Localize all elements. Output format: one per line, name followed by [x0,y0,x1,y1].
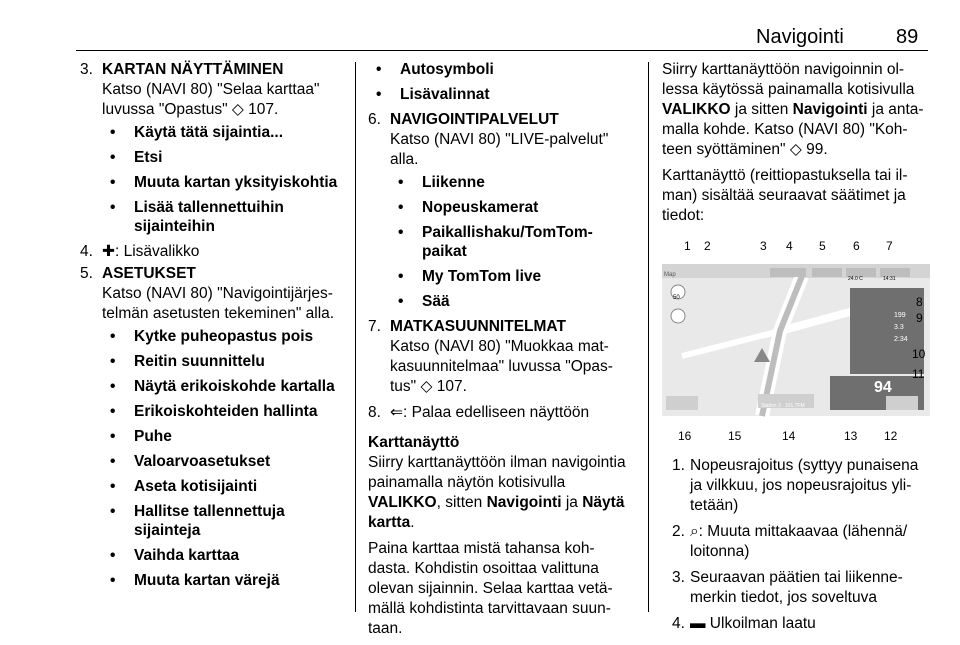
column-3 [662,60,928,640]
list-item [80,242,348,262]
list-item [80,60,348,236]
temperature-label: 24.0 C [848,276,863,282]
item-description: Katso (NAVI 80) "Selaa karttaa" luvussa "Opastus" ◇ 107. [102,81,320,118]
section-paragraph [368,453,634,533]
item-number: 3. [672,569,685,586]
column-divider [648,62,649,612]
item-number: 5. [80,265,93,282]
section-heading: Karttanäyttö [368,434,460,451]
text-run: Siirry karttanäyttöön ilman navigointia painamalla näytön kotisivulla [368,454,626,491]
item-heading: MATKASUUNNITELMAT [390,318,566,335]
list-item [662,614,928,634]
bullet-item: • Lisävalinnat [368,85,634,104]
item-number: 3. [80,61,93,78]
item-text: ⌕: Muuta mittakaavaa (lähennä/ loitonna) [690,523,908,560]
bullet-list [368,60,634,104]
map-label: Map [664,272,676,278]
list-item [662,522,928,562]
next-turn-distance: 94 [874,379,892,396]
bullet-item: • Käytä tätä sijaintia... [102,123,348,142]
item-description: Katso (NAVI 80) "LIVE-palvelut" alla. [390,131,609,168]
bullet-item: • Vaihda karttaa [102,546,348,565]
callout-number: 15 [728,429,742,443]
page-title: Navigointi [756,26,844,48]
bullet-list [102,327,348,590]
bullet-item: • Lisää tallennettuihin sijainteihin [102,198,348,236]
list-item [80,264,348,590]
bullet-list [102,123,348,236]
bottom-left-button [666,396,698,410]
column-divider [355,62,356,612]
item-text: Seuraavan päätien tai liikenne-merkin tiedot, jos soveltuva [690,569,903,606]
column-1 [80,60,348,596]
bullet-item: • Näytä erikoiskohde kartalla [102,377,348,396]
callout-number: 16 [678,429,692,443]
paragraph: Karttanäyttö (reittiopastuksella tai il-man) sisältää seuraavat säätimet ja tiedot: [662,167,908,224]
text-run: , sitten [436,494,483,511]
header-rule [76,50,928,51]
callout-number: 4 [786,239,793,253]
callout-number: 14 [782,429,796,443]
page-header [0,0,960,50]
bullet-item: • Kytke puheopastus pois [102,327,348,346]
speed-label: 50 [673,295,680,301]
item-number: 4. [672,615,685,632]
item-number: 7. [368,318,381,335]
list-item [662,568,928,608]
bullet-item: • Sää [390,292,634,311]
bold-run: Navigointi [792,101,868,118]
text-run: ja anta-malla kohde. Katso (NAVI 80) "Koh-teen syöttäminen" ◇ 99. [662,101,924,158]
item-description: ✚: Lisävalikko [102,243,200,260]
list-item [368,403,634,423]
list-item [662,456,928,516]
callout-number: 10 [912,347,926,361]
callout-number: 13 [844,429,858,443]
zoom-icon [671,309,685,323]
callout-number: 1 [684,239,691,253]
item-description: Katso (NAVI 80) "Navigointijärjes-telmän asetusten tekeminen" alla. [102,285,335,322]
callout-number: 5 [819,239,826,253]
distance-label: 199 [894,312,906,319]
item-number: 2. [672,523,685,540]
phone-indicator [812,268,842,277]
item-number: 8. [368,404,381,421]
item-description: Katso (NAVI 80) "Muokkaa mat-kasuunnitelmaa" luvussa "Opas-tus" ◇ 107. [390,338,613,395]
callout-number: 9 [916,311,923,325]
item-heading: ASETUKSET [102,265,196,282]
item-text: Nopeusrajoitus (syttyy punaisena ja vilkkuu, jos nopeusrajoitus yli-tetään) [690,457,919,514]
paragraph [662,60,928,160]
bullet-item: • Muuta kartan yksityiskohtia [102,173,348,192]
column-2 [368,60,634,645]
text-run: ja [565,494,578,511]
item-description: ⇐: Palaa edelliseen näyttöön [390,404,590,421]
bullet-item: • Muuta kartan värejä [102,571,348,590]
callout-number: 6 [853,239,860,253]
bullet-item: • Paikallishaku/TomTom-paikat [390,223,634,261]
text-run: Siirry karttanäyttöön navigoinnin ol-lessa käytössä painamalla kotisivulla [662,61,915,98]
bullet-item: • Valoarvoasetukset [102,452,348,471]
item-heading: KARTAN NÄYTTÄMINEN [102,61,284,78]
time-label: 2:34 [894,336,908,343]
bottom-right-button [886,396,918,410]
legend-list [662,456,928,634]
bold-run: Navigointi [486,494,562,511]
bullet-item: • Aseta kotisijainti [102,477,348,496]
list-item [368,110,634,311]
clock-label: 14:31 [883,276,896,282]
bullet-item: • My TomTom live [390,267,634,286]
radio-station-label: Station 3 ∙ 101.7FM [761,403,805,409]
paragraph: Paina karttaa mistä tahansa koh-dasta. Kohdistin osoittaa valittuna olevan sijainnin. Selaa karttaa vetä-mällä kohdistinta tarvittavaan suun-taan. [368,540,613,637]
text-run: . [410,514,415,531]
bullet-item: • Liikenne [390,173,634,192]
bullet-item: • Nopeuskamerat [390,198,634,217]
item-number: 1. [672,457,685,474]
item-number: 4. [80,243,93,260]
callout-number: 3 [760,239,767,253]
item-heading: NAVIGOINTIPALVELUT [390,111,559,128]
bullet-item: • Autosymboli [368,60,634,79]
item-text: ▬ Ulkoilman laatu [690,615,816,632]
bullet-item: • Reitin suunnittelu [102,352,348,371]
navigation-map-figure [662,236,930,446]
page-number: 89 [896,26,919,48]
callout-number: 11 [912,367,925,381]
text-run: ja sitten [734,101,789,118]
bullet-item: • Hallitse tallennettuja sijainteja [102,502,348,540]
bullet-item: • Erikoiskohteiden hallinta [102,402,348,421]
callout-number: 7 [886,239,893,253]
bold-run: Näytä kartta [368,494,625,531]
bullet-list [390,173,634,311]
list-item [368,317,634,397]
distance-label: 3.3 [894,324,904,331]
callout-number: 8 [916,295,923,309]
bullet-item: • Etsi [102,148,348,167]
air-quality-indicator [770,268,806,277]
bold-run: VALIKKO [368,494,437,511]
bold-run: VALIKKO [662,101,731,118]
callout-number: 12 [884,429,898,443]
callout-number: 2 [704,239,711,253]
bullet-item: • Puhe [102,427,348,446]
item-number: 6. [368,111,381,128]
